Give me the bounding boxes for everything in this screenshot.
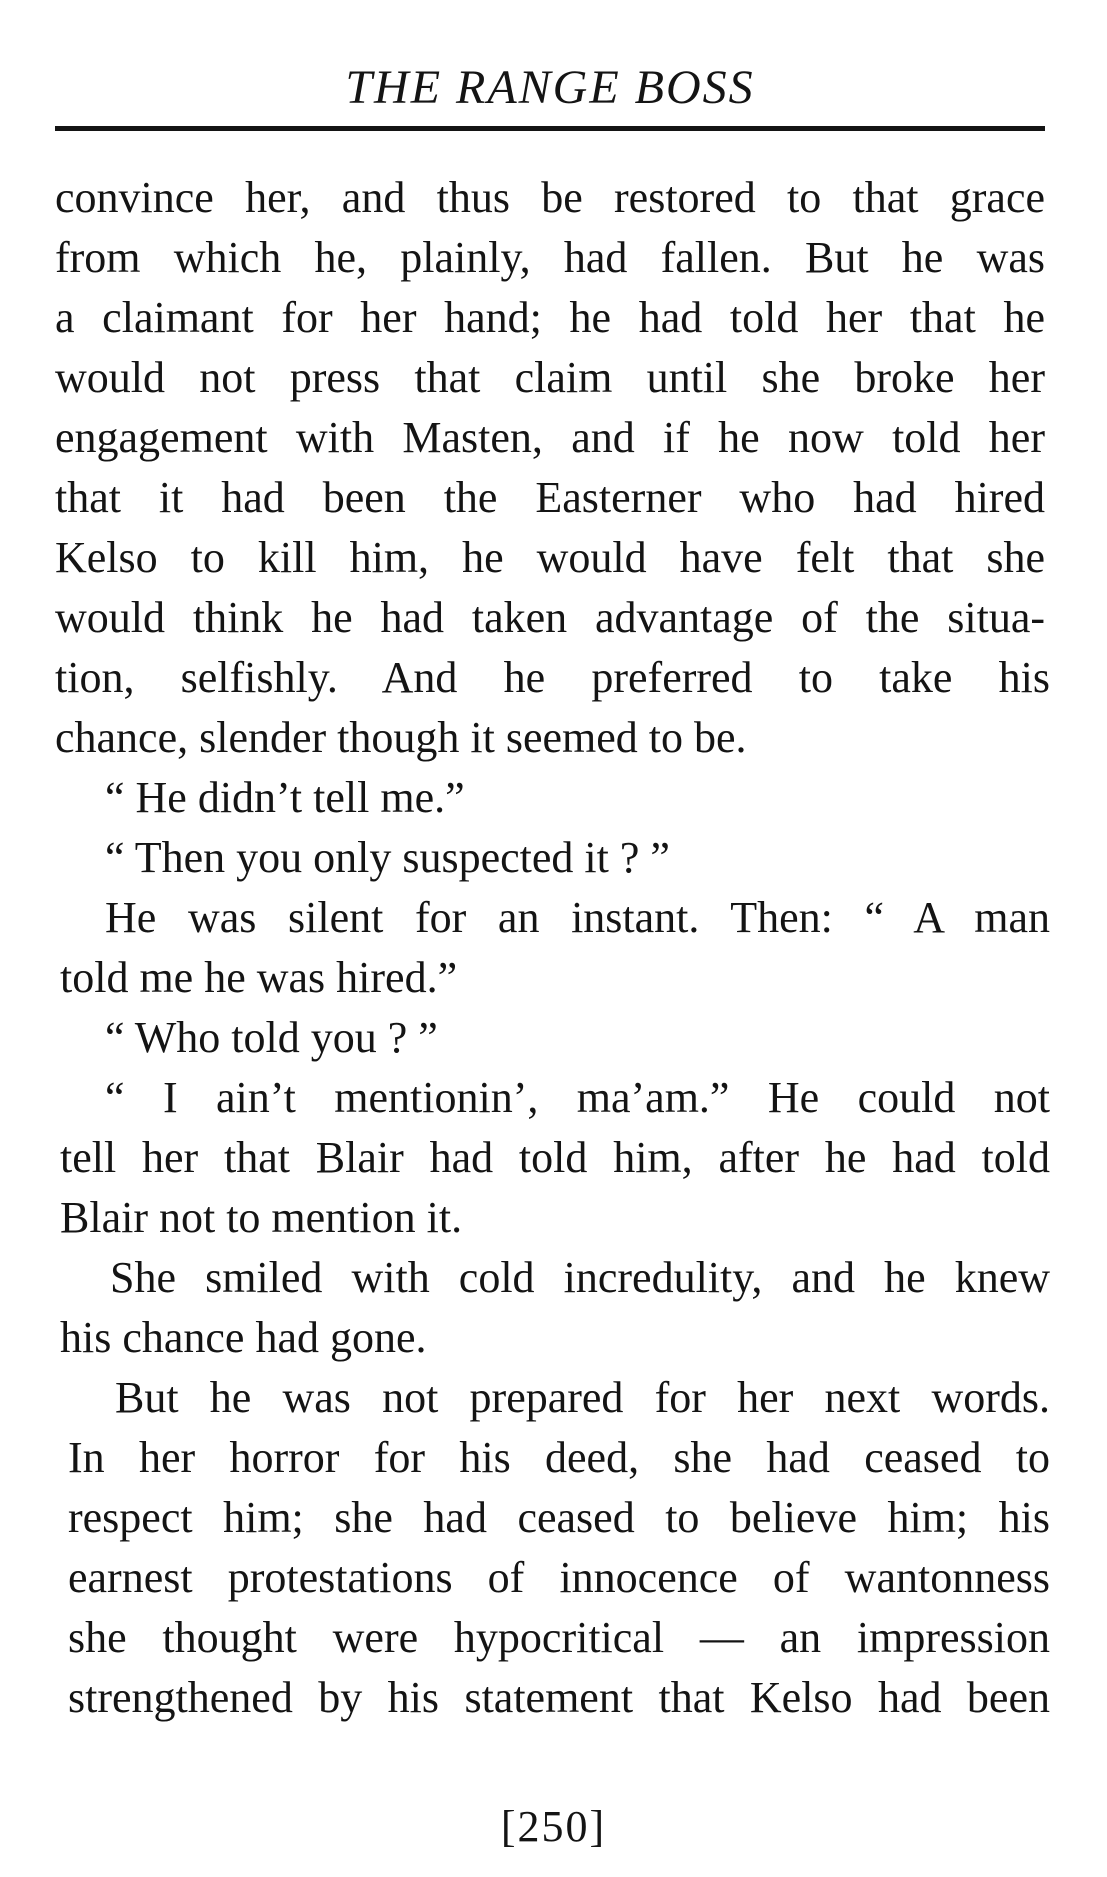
- text-line: told me he was hired.”: [60, 953, 458, 1002]
- header-rule: [55, 126, 1045, 131]
- text-line: chance, slender though it seemed to be.: [55, 713, 747, 762]
- text-line: convince her, and thus be restored to that grace: [55, 173, 1045, 222]
- text-line: Kelso to kill him, he would have felt that she: [55, 533, 1045, 582]
- text-line: engagement with Masten, and if he now told her: [55, 413, 1045, 462]
- text-line: tion, selfishly. And he preferred to take his: [55, 653, 1050, 702]
- running-head: THE RANGE BOSS: [345, 61, 755, 114]
- text-line: He was silent for an instant. Then: “ A man: [105, 893, 1050, 942]
- text-line: “ I ain’t mentionin’, ma’am.” He could not: [105, 1073, 1050, 1122]
- text-line: “ Then you only suspected it ? ”: [105, 833, 670, 882]
- text-line: Blair not to mention it.: [60, 1193, 463, 1242]
- text-line: a claimant for her hand; he had told her that he: [55, 293, 1045, 342]
- text-line: that it had been the Easterner who had hired: [55, 473, 1045, 522]
- text-line: his chance had gone.: [60, 1313, 427, 1362]
- text-line: In her horror for his deed, she had ceased to: [68, 1433, 1050, 1482]
- text-line: earnest protestations of innocence of wantonness: [68, 1553, 1050, 1602]
- text-line: respect him; she had ceased to believe him; his: [68, 1493, 1050, 1542]
- text-line: But he was not prepared for her next words.: [115, 1373, 1050, 1422]
- text-line: from which he, plainly, had fallen. But he was: [55, 233, 1045, 282]
- text-line: tell her that Blair had told him, after he had told: [60, 1133, 1050, 1182]
- page-number: [250]: [500, 1802, 607, 1851]
- text-line: she thought were hypocritical — an impression: [68, 1613, 1050, 1662]
- text-line: “ Who told you ? ”: [105, 1013, 438, 1062]
- text-line: would think he had taken advantage of the situa-: [55, 593, 1045, 642]
- text-line: She smiled with cold incredulity, and he knew: [110, 1253, 1050, 1302]
- text-line: would not press that claim until she broke her: [55, 353, 1045, 402]
- text-line: strengthened by his statement that Kelso had been: [68, 1673, 1050, 1722]
- text-line: “ He didn’t tell me.”: [105, 773, 465, 822]
